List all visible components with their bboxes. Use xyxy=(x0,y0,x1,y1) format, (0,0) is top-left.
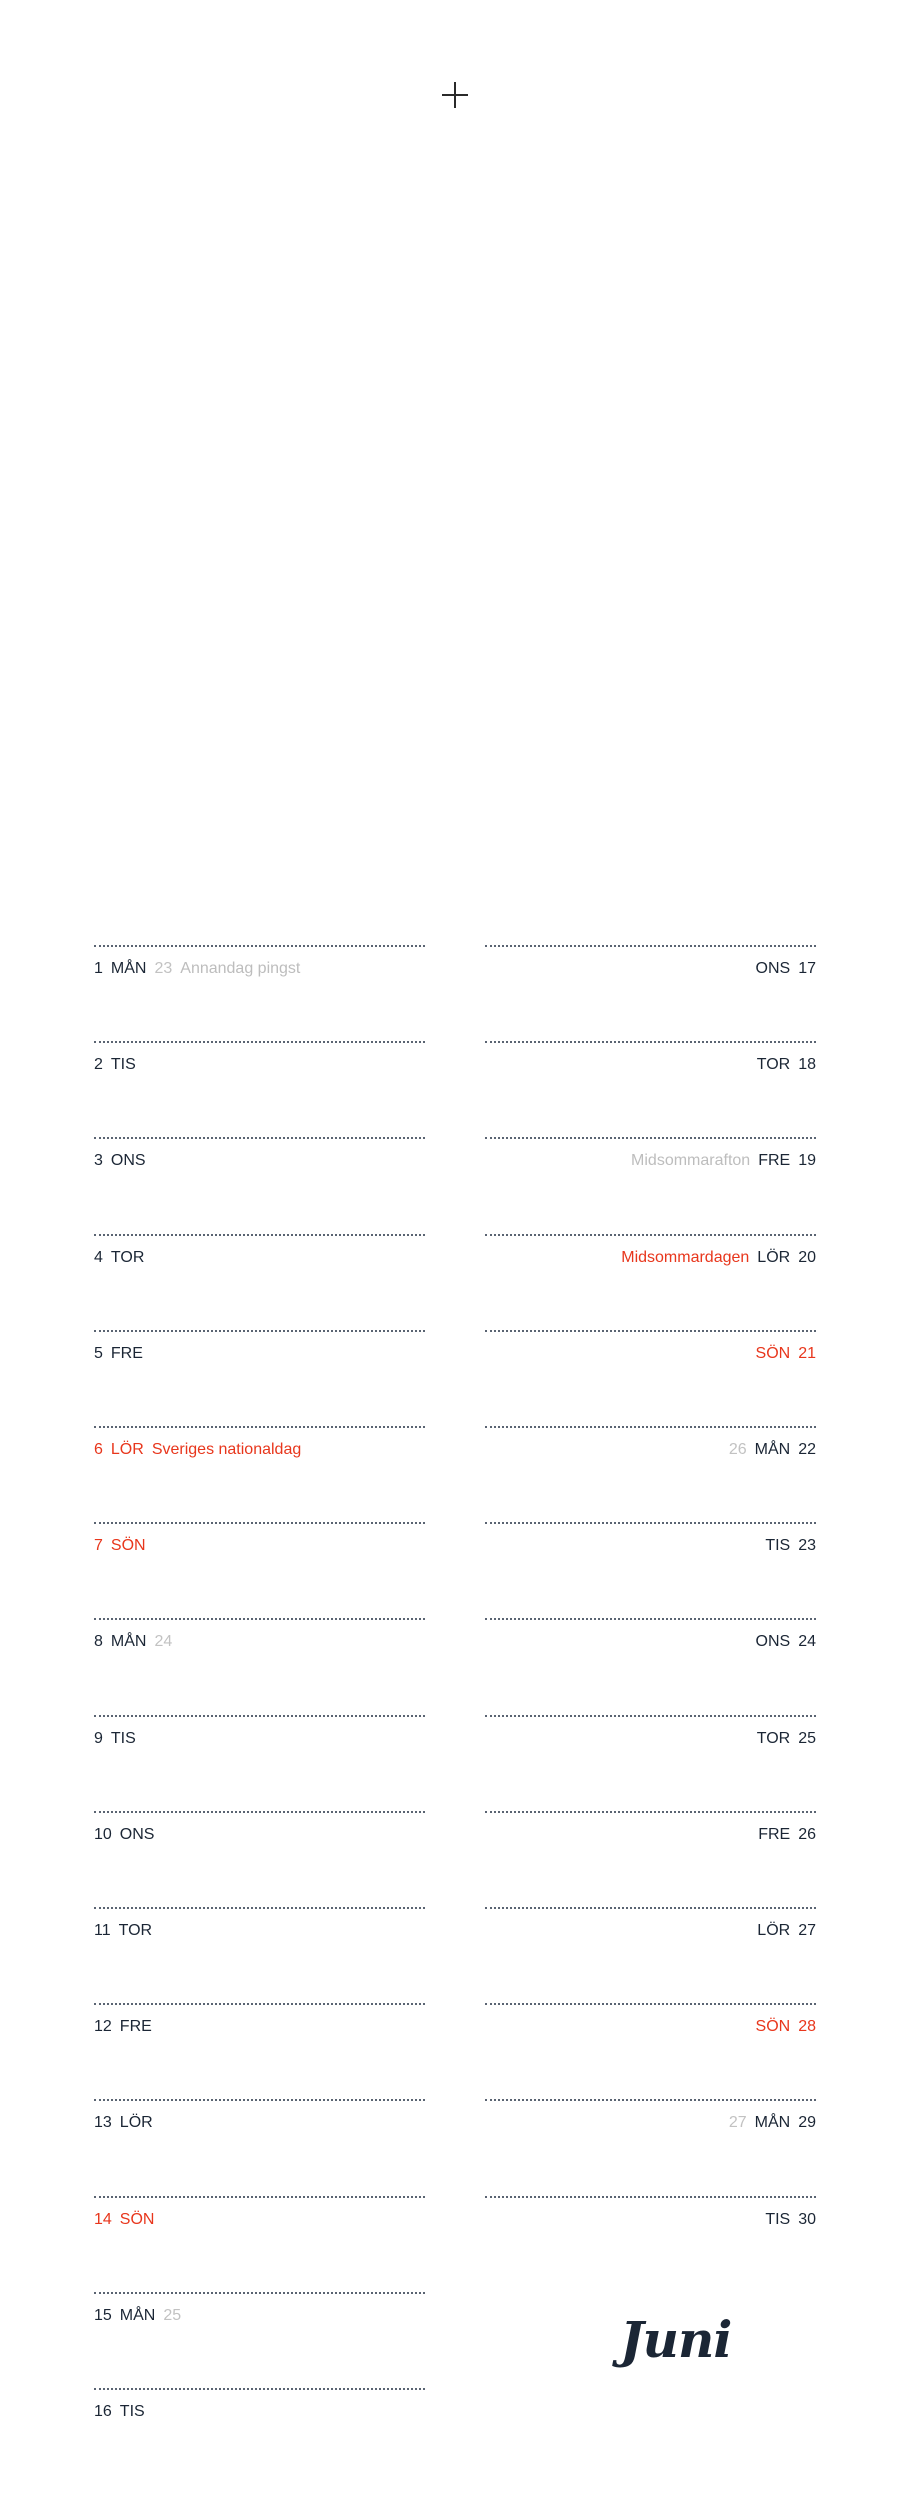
day-number: 16 xyxy=(94,2403,112,2420)
day-line xyxy=(485,1151,816,1171)
day-number: 3 xyxy=(94,1152,103,1170)
day-line xyxy=(94,2402,425,2422)
day-line xyxy=(485,959,816,979)
day-number: 6 xyxy=(94,1441,103,1458)
day-line xyxy=(94,2306,425,2326)
day-line xyxy=(485,1632,816,1652)
weekday: MÅN xyxy=(110,1633,147,1651)
day-row xyxy=(94,1811,425,1841)
day-number: 17 xyxy=(798,960,816,977)
weekday: TOR xyxy=(756,1729,791,1747)
day-number: 13 xyxy=(94,2114,112,2132)
day-line xyxy=(485,1440,816,1460)
weekday: FRE xyxy=(110,1344,143,1362)
day-row xyxy=(94,1907,425,1937)
day-number: 23 xyxy=(798,1537,816,1555)
weekday: TOR xyxy=(756,1056,791,1074)
day-line xyxy=(94,1344,425,1364)
day-row xyxy=(485,1522,816,1555)
week-number: 25 xyxy=(163,2306,182,2324)
weekday: LÖR xyxy=(110,1441,144,1458)
day-row xyxy=(485,1426,816,1456)
weekday: FRE xyxy=(758,1152,791,1170)
month-title: Juni xyxy=(620,2310,732,2369)
day-number: 14 xyxy=(94,2210,112,2228)
day-number: 27 xyxy=(798,1922,816,1939)
day-line xyxy=(94,1248,425,1268)
day-number: 20 xyxy=(798,1248,816,1266)
day-row xyxy=(94,2196,425,2226)
weekday: ONS xyxy=(119,1825,155,1843)
weekday: MÅN xyxy=(110,960,147,977)
day-row xyxy=(485,945,816,975)
weekday: FRE xyxy=(758,1825,791,1843)
weekday: TIS xyxy=(119,2403,145,2420)
day-number: 10 xyxy=(94,1825,112,1843)
day-line xyxy=(485,2017,816,2037)
week-number: 26 xyxy=(728,1441,747,1458)
day-line xyxy=(94,959,425,979)
day-number: 2 xyxy=(94,1056,103,1074)
weekday: LÖR xyxy=(757,1922,791,1939)
weekday: LÖR xyxy=(757,1248,791,1266)
day-number: 24 xyxy=(798,1633,816,1651)
day-line xyxy=(94,1151,425,1171)
day-line xyxy=(94,1440,425,1460)
day-row xyxy=(485,2003,816,2036)
day-line xyxy=(94,1825,425,1845)
day-row xyxy=(485,1330,816,1360)
weekday: SÖN xyxy=(110,1537,146,1555)
day-row xyxy=(485,1234,816,1264)
day-line xyxy=(485,1921,816,1941)
day-number: 8 xyxy=(94,1633,103,1651)
day-line xyxy=(94,1536,425,1556)
day-row xyxy=(94,1234,425,1264)
day-note: Midsommardagen xyxy=(621,1248,750,1266)
weekday: TOR xyxy=(110,1248,145,1266)
day-row xyxy=(485,1715,816,1745)
weekday: TIS xyxy=(110,1729,136,1747)
day-line xyxy=(94,1729,425,1749)
day-number: 4 xyxy=(94,1248,103,1266)
day-line xyxy=(485,1248,816,1268)
weekday: TIS xyxy=(110,1056,136,1074)
day-number: 7 xyxy=(94,1537,103,1555)
day-row xyxy=(94,2388,425,2418)
day-row xyxy=(485,1041,816,1074)
day-number: 18 xyxy=(798,1056,816,1074)
week-number: 27 xyxy=(728,2114,747,2132)
day-note: Annandag pingst xyxy=(180,960,301,977)
weekday: MÅN xyxy=(754,1441,791,1458)
week-number: 24 xyxy=(154,1633,173,1651)
day-row xyxy=(485,1618,816,1651)
weekday: ONS xyxy=(755,960,791,977)
day-note: Midsommarafton xyxy=(631,1152,751,1170)
day-number: 28 xyxy=(798,2018,816,2036)
weekday: SÖN xyxy=(755,2018,791,2036)
crosshair-icon xyxy=(442,82,468,108)
day-line xyxy=(94,2113,425,2133)
day-number: 22 xyxy=(798,1441,816,1458)
day-line xyxy=(485,2113,816,2133)
day-line xyxy=(94,2017,425,2037)
weekday: TIS xyxy=(765,1537,791,1555)
day-number: 25 xyxy=(798,1729,816,1747)
weekday: ONS xyxy=(755,1633,791,1651)
day-row xyxy=(94,1137,425,1170)
day-line xyxy=(94,1921,425,1941)
day-number: 9 xyxy=(94,1729,103,1747)
day-row xyxy=(94,1426,425,1456)
day-row xyxy=(485,1907,816,1937)
week-number: 23 xyxy=(154,960,173,977)
weekday: FRE xyxy=(119,2018,152,2036)
day-row xyxy=(485,2099,816,2132)
day-line xyxy=(485,1729,816,1749)
weekday: MÅN xyxy=(754,2114,791,2132)
weekday: ONS xyxy=(110,1152,146,1170)
day-line xyxy=(485,1536,816,1556)
day-number: 15 xyxy=(94,2306,112,2324)
day-line xyxy=(94,2210,425,2230)
day-line xyxy=(94,1055,425,1075)
day-number: 5 xyxy=(94,1344,103,1362)
day-line xyxy=(485,1055,816,1075)
day-number: 19 xyxy=(798,1152,816,1170)
day-number: 29 xyxy=(798,2114,816,2132)
day-number: 12 xyxy=(94,2018,112,2036)
day-row xyxy=(94,2292,425,2322)
day-row xyxy=(485,1137,816,1170)
weekday: SÖN xyxy=(755,1344,791,1362)
day-row xyxy=(94,945,425,975)
day-number: 1 xyxy=(94,960,103,977)
weekday: SÖN xyxy=(119,2210,155,2228)
weekday: TIS xyxy=(765,2210,791,2228)
day-line xyxy=(485,1344,816,1364)
day-row xyxy=(94,1715,425,1745)
day-number: 11 xyxy=(94,1922,111,1939)
day-row xyxy=(94,1522,425,1555)
day-row xyxy=(94,1330,425,1360)
day-line xyxy=(94,1632,425,1652)
weekday: LÖR xyxy=(119,2114,153,2132)
day-line xyxy=(485,1825,816,1845)
day-row xyxy=(485,2196,816,2226)
day-line xyxy=(485,2210,816,2230)
day-row xyxy=(485,1811,816,1841)
day-row xyxy=(94,1041,425,1074)
day-row xyxy=(94,1618,425,1651)
weekday: TOR xyxy=(118,1922,153,1939)
day-number: 21 xyxy=(798,1344,816,1362)
day-note: Sveriges nationaldag xyxy=(151,1441,302,1458)
weekday: MÅN xyxy=(119,2306,156,2324)
day-row xyxy=(94,2099,425,2132)
day-row xyxy=(94,2003,425,2036)
day-number: 26 xyxy=(798,1825,816,1843)
day-number: 30 xyxy=(798,2210,816,2228)
